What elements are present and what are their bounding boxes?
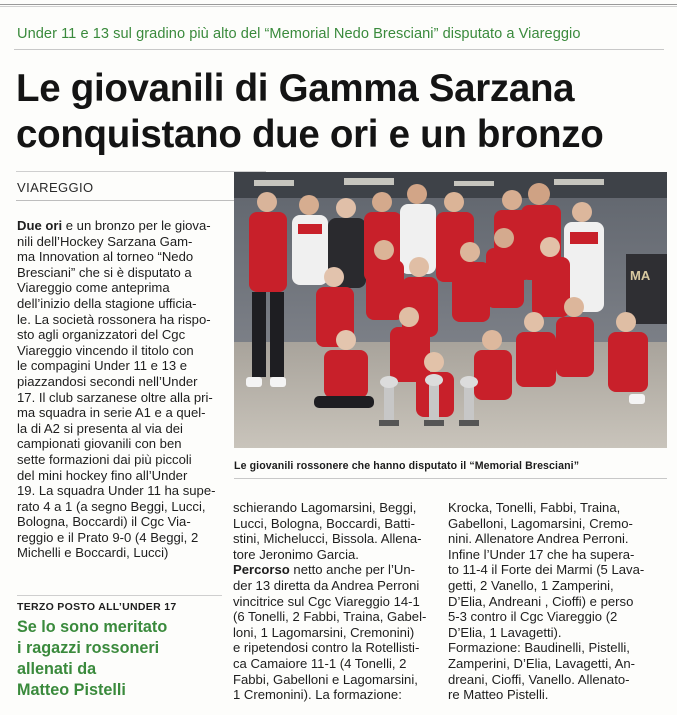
trophies [379, 374, 479, 426]
top-rule [0, 4, 677, 5]
team-photo-illustration [234, 172, 667, 448]
article-line: to 11-4 il Forte dei Marmi (5 Lava- [448, 562, 645, 578]
article-line: ca Camaiore 11-1 (4 Tonelli, 2 [233, 655, 407, 671]
article-line: Formazione: Baudinelli, Pistelli, [448, 640, 630, 656]
article-line: le. La società rossonera ha rispo- [17, 311, 211, 327]
article-line: Krocka, Tonelli, Fabbi, Traina, [448, 500, 621, 515]
dateline-rule-top [16, 171, 266, 172]
article-line [17, 218, 269, 234]
article-line: tore Jeronimo Garcia. [233, 546, 359, 562]
article-line: reggio e il Prato 9-0 (4 Beggi, 2 [17, 529, 199, 545]
percorso-rest: netto anche per l’Un- [289, 562, 415, 578]
article-line: 19. La squadra Under 11 ha supe- [17, 483, 216, 499]
percorso-bold: Percorso [233, 562, 290, 578]
pull-quote-line: allenati da [17, 660, 97, 678]
headline-line-1: Le giovanili di Gamma Sarzana [16, 67, 575, 110]
article-line: schierando Lagomarsini, Beggi, [233, 500, 417, 515]
headline [16, 66, 666, 158]
article-line: campionati giovanili con ben [17, 436, 182, 452]
article-line: Infine l’Under 17 che ha supera- [448, 546, 635, 562]
article-line: loni, 1 Lagomarsini, Cremonini) [233, 624, 415, 640]
headline-line-2: conquistano due ori e un bronzo [16, 113, 604, 156]
sidebar-rule [17, 595, 222, 596]
article-line: D’Elia, 1 Lavagetti). [448, 624, 562, 640]
article-column-3 [448, 500, 663, 703]
article-column-1 [17, 218, 269, 561]
article-line: 17. Il club sarzanese oltre alla pri- [17, 389, 213, 405]
banner-text: MA [630, 268, 651, 283]
caption-rule [234, 478, 667, 479]
article-line: nili dell’Hockey Sarzana Gam- [17, 233, 193, 249]
article-line: Lucci, Bologna, Boccardi, Batti- [233, 515, 415, 531]
article-line: sto agli organizzatori del Cgc [17, 327, 186, 343]
pull-quote-line: Matteo Pistelli [17, 681, 126, 699]
article-line: stini, Michelucci, Bissola. Allena- [233, 531, 422, 547]
article-line: Gabelloni, Lagomarsini, Cremo- [448, 515, 633, 531]
lead-bold: Due ori [17, 218, 63, 233]
article-line: Zamperini, D’Elia, Lavagetti, An- [448, 655, 636, 671]
article-line: Viareggio vincendo il titolo con [17, 342, 194, 358]
article-line: Bresciani” che si è disputato a [17, 264, 192, 280]
article-line: (6 Tonelli, 2 Fabbi, Traina, Gabel- [233, 609, 427, 625]
article-line [233, 562, 438, 578]
article-line: le compagini Under 11 e 13 e [17, 358, 188, 374]
article-line: ma Innovation al torneo “Nedo [17, 249, 194, 265]
lead-rest: e un bronzo per le giova- [62, 218, 211, 233]
article-line: vincitrice sul Cgc Viareggio 14-1 [233, 593, 420, 609]
sidebar-label: TERZO POSTO ALL’UNDER 17 [17, 601, 177, 613]
article-line: 5-3 contro il Cgc Viareggio (2 [448, 609, 618, 625]
dateline: VIAREGGIO [17, 180, 94, 195]
team-photo [234, 172, 667, 448]
article-column-2 [233, 500, 438, 703]
kicker-rule [14, 49, 664, 50]
article-line: re Matteo Pistelli. [448, 687, 549, 703]
article-line: ma squadra in serie A1 e a quel- [17, 405, 206, 421]
photo-caption: Le giovanili rossonere che hanno disputato il “Memorial Bresciani” [234, 460, 580, 472]
article-line: piazzandosi secondi nell’Under [17, 373, 198, 389]
article-line: D’Elia, Andreani , Cioffi) e perso [448, 593, 634, 609]
article-line: Bologna, Boccardi) il Cgc Via- [17, 514, 191, 530]
dateline-rule [16, 200, 266, 201]
article-line: der 13 diretta da Andrea Perroni [233, 577, 420, 593]
article-line: rato 4 a 1 (a segno Beggi, Lucci, [17, 498, 206, 514]
pull-quote-line: i ragazzi rossoneri [17, 639, 160, 657]
article-line: Michelli e Boccardi, Lucci) [17, 545, 169, 561]
article-line: la di A2 si presenta al via dei [17, 420, 183, 436]
article-line: sette formazioni dai più piccoli [17, 451, 192, 467]
article-line: dell’inizio della stagione ufficia- [17, 295, 197, 311]
kicker: Under 11 e 13 sul gradino più alto del “Memorial Nedo Bresciani” disputato a Viareggio [17, 26, 581, 42]
article-line: 1 Cremonini). La formazione: [233, 687, 402, 703]
top-rule-secondary [0, 6, 677, 7]
article-line: e ripetendosi contro la Rotellisti- [233, 640, 420, 656]
article-line: nini. Allenatore Andrea Perroni. [448, 531, 629, 547]
article-line: Viareggio come anteprima [17, 280, 170, 296]
pull-quote-line: Se lo sono meritato [17, 618, 168, 636]
article-line: dreani, Cioffi, Vanello. Allenato- [448, 671, 630, 687]
pull-quote [17, 617, 227, 701]
article-line: Fabbi, Gabelloni e Lagomarsini, [233, 671, 418, 687]
article-line: del mini hockey fino all’Under [17, 467, 188, 483]
article-line: getti, 2 Vanello, 1 Zamperini, [448, 577, 614, 593]
